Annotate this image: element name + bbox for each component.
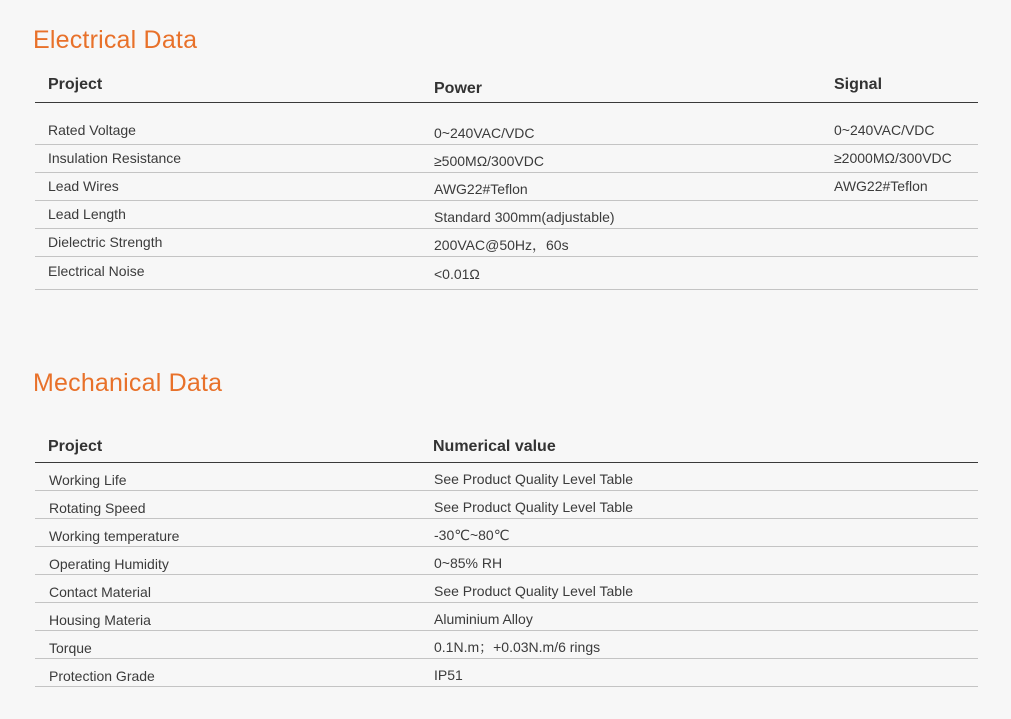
mechanical-table-body	[35, 463, 978, 687]
table-row	[35, 491, 978, 519]
table-row	[35, 519, 978, 547]
cell-value: See Product Quality Level Table	[434, 471, 633, 487]
cell-project: Electrical Noise	[48, 263, 145, 279]
cell-value: IP51	[434, 667, 463, 683]
cell-project: Operating Humidity	[49, 556, 169, 572]
header-project: Project	[48, 76, 103, 93]
cell-value: 0.1N.m；+0.03N.m/6 rings	[434, 639, 601, 655]
table-row	[35, 575, 978, 603]
cell-value: See Product Quality Level Table	[434, 583, 633, 599]
header-numerical-value: Numerical value	[433, 438, 556, 455]
electrical-table-header	[35, 66, 978, 103]
table-row	[35, 463, 978, 491]
cell-project: Housing Materia	[49, 612, 151, 628]
mechanical-data-table	[35, 430, 978, 687]
table-row	[35, 257, 978, 290]
cell-project: Working temperature	[49, 528, 180, 544]
cell-signal: 0~240VAC/VDC	[834, 122, 935, 138]
cell-power: AWG22#Teflon	[434, 181, 528, 197]
cell-power: ≥500MΩ/300VDC	[434, 153, 544, 169]
cell-value: 0~85% RH	[434, 555, 503, 571]
cell-project: Lead Wires	[48, 178, 119, 194]
table-row	[35, 603, 978, 631]
cell-value: See Product Quality Level Table	[434, 499, 633, 515]
table-row	[35, 659, 978, 687]
mechanical-data-title: Mechanical Data	[33, 369, 223, 397]
header-project: Project	[48, 438, 103, 455]
electrical-data-table	[35, 66, 978, 290]
cell-power: <0.01Ω	[434, 266, 480, 282]
header-power: Power	[434, 80, 483, 97]
cell-power: Standard 300mm(adjustable)	[434, 209, 615, 225]
cell-project: Rotating Speed	[49, 500, 146, 516]
table-row	[35, 117, 978, 145]
header-signal: Signal	[834, 76, 883, 93]
table-row	[35, 631, 978, 659]
cell-signal: ≥2000MΩ/300VDC	[834, 150, 952, 166]
cell-project: Lead Length	[48, 206, 126, 222]
table-row	[35, 201, 978, 229]
cell-project: Torque	[49, 640, 92, 656]
electrical-table-body	[35, 117, 978, 290]
cell-project: Working Life	[49, 472, 127, 488]
table-row	[35, 145, 978, 173]
cell-value: -30℃~80℃	[434, 527, 510, 543]
cell-power: 0~240VAC/VDC	[434, 125, 535, 141]
cell-power: 200VAC@50Hz，60s	[434, 237, 569, 253]
table-row	[35, 547, 978, 575]
cell-project: Insulation Resistance	[48, 150, 182, 166]
electrical-data-title: Electrical Data	[33, 26, 198, 54]
cell-signal: AWG22#Teflon	[834, 178, 928, 194]
table-row	[35, 229, 978, 257]
mechanical-table-header	[35, 430, 978, 463]
table-row	[35, 173, 978, 201]
cell-project: Protection Grade	[49, 668, 155, 684]
cell-value: Aluminium Alloy	[434, 611, 533, 627]
cell-project: Contact Material	[49, 584, 151, 600]
cell-project: Rated Voltage	[48, 122, 136, 138]
cell-project: Dielectric Strength	[48, 234, 163, 250]
